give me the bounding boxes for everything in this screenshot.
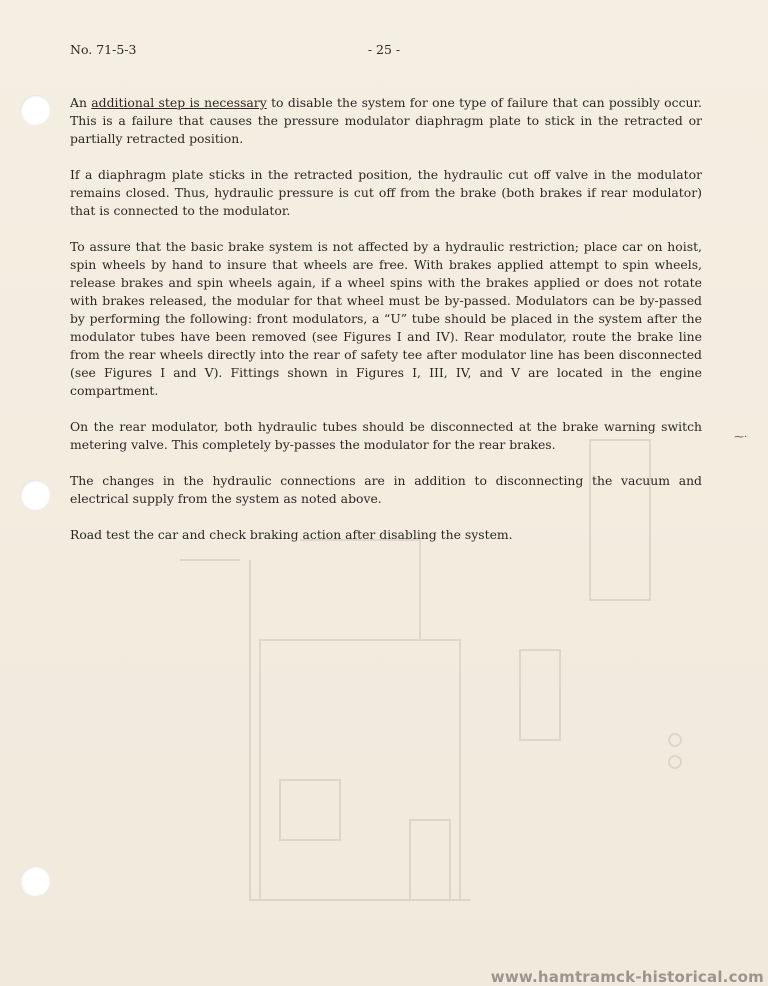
paragraph-text: to disable the system for one type of failure that can possibly occur. This is a failure that causes the pressure modulator diaphragm plate to stick in the retracted or partially retracted position. — [70, 95, 702, 146]
paragraph: To assure that the basic brake system is not affected by a hydraulic restriction; place car on hoist, spin wheels by hand to insure that wheels are free. With brakes applied attempt to spin wheels, release brakes and spin wheels again, if a wheel spins with the brakes applied or does not rotate with brakes released, the modular for that wheel must be by-passed. Modulators can be by-passed by performing the following: front modulators, a “U” tube should be placed in the system after the modulator tubes have been removed (see Figures I and IV). Rear modulator, route the brake line from the rear wheels directly into the rear of safety tee after modulator line has been disconnected (see Figures I and V). Fittings shown in Figures I, III, IV, and V are located in the engine compartment. — [70, 239, 702, 398]
document-number: No. 71-5-3 — [70, 42, 137, 57]
paragraph-text: An — [70, 95, 92, 110]
body-text — [70, 94, 702, 562]
watermark-url: www.hamtramck-historical.com — [490, 968, 764, 986]
paragraph: Road test the car and check braking action after disabling the system. — [70, 527, 513, 542]
margin-mark: ⁓· — [734, 432, 748, 443]
paragraph: If a diaphragm plate sticks in the retracted position, the hydraulic cut off valve in the modulator remains closed. Thus, hydraulic pressure is cut off from the brake (both brakes if rear modulator) that is connected to the modulator. — [70, 167, 702, 218]
page-number: - 25 - — [367, 42, 401, 57]
paragraph — [70, 94, 702, 148]
underlined-phrase: additional step is necessary — [91, 95, 267, 110]
binder-hole — [20, 480, 50, 510]
binder-hole — [20, 866, 50, 896]
paragraph: The changes in the hydraulic connections are in addition to disconnecting the vacuum and electrical supply from the system as noted above. — [70, 473, 702, 506]
binder-hole — [20, 95, 50, 125]
paragraph: On the rear modulator, both hydraulic tubes should be disconnected at the brake warning switch metering valve. This completely by-passes the modulator for the rear brakes. — [70, 419, 702, 452]
